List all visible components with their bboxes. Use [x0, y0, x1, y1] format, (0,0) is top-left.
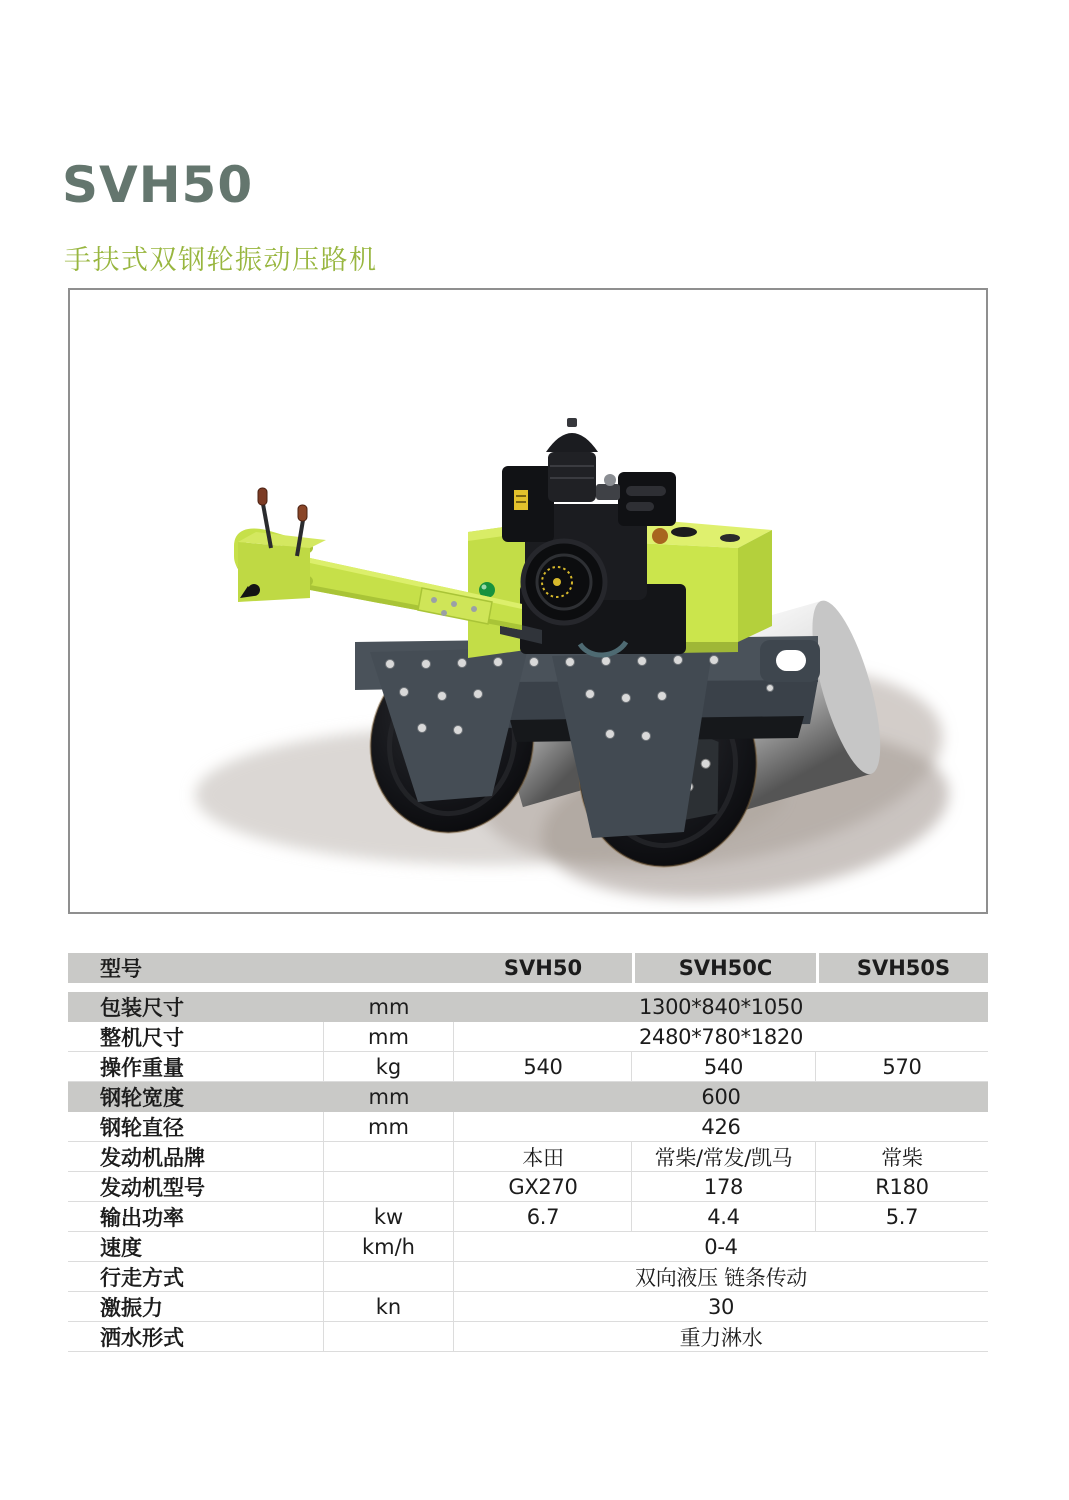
spec-unit: km/h [324, 1232, 454, 1261]
spec-unit [324, 1262, 454, 1291]
spec-value: 570 [815, 1052, 988, 1081]
product-photo-roller [70, 290, 986, 912]
spec-value: 5.7 [815, 1202, 988, 1231]
spec-label: 速度 [68, 1232, 324, 1261]
spec-value: 常柴/常发/凯马 [631, 1142, 815, 1171]
spec-header-row [68, 953, 988, 983]
spec-label: 钢轮宽度 [100, 1086, 184, 1110]
spec-header-model-1: SVH50 [503, 956, 583, 980]
spec-value: 178 [631, 1172, 815, 1201]
spec-unit: mm [368, 1085, 410, 1109]
spec-value: 4.4 [631, 1202, 815, 1231]
spec-unit: kg [324, 1052, 454, 1081]
page-subtitle: 手扶式双钢轮振动压路机 [64, 245, 378, 276]
spec-label: 发动机品牌 [68, 1142, 324, 1171]
spec-label: 包装尺寸 [100, 996, 184, 1020]
spec-unit: mm [324, 1112, 454, 1141]
spec-row-engine-model [68, 1172, 988, 1202]
spec-row-engine-brand [68, 1142, 988, 1172]
spec-unit: kw [324, 1202, 454, 1231]
spec-row-packing-size [68, 992, 988, 1022]
spec-value: 6.7 [526, 1204, 560, 1229]
spec-value: 540 [523, 1054, 563, 1079]
spec-value: 双向液压 链条传动 [635, 1265, 807, 1290]
spec-value: 426 [701, 1114, 741, 1139]
spec-unit: kn [324, 1292, 454, 1321]
spec-value: 30 [707, 1294, 735, 1319]
spec-row-speed [68, 1232, 988, 1262]
spec-row-exciting-force [68, 1292, 988, 1322]
spec-value: GX270 [508, 1174, 578, 1199]
spec-value: 2480*780*1820 [638, 1024, 804, 1049]
page-title: SVH50 [62, 156, 254, 214]
spec-unit [324, 1172, 454, 1201]
spec-table [68, 953, 988, 1352]
spec-label: 激振力 [68, 1292, 324, 1321]
spec-value: 常柴 [815, 1142, 988, 1171]
spec-value: 540 [631, 1052, 815, 1081]
spec-row-overall-size [68, 1022, 988, 1052]
spec-label: 操作重量 [68, 1052, 324, 1081]
spec-unit [324, 1142, 454, 1171]
spec-label: 洒水形式 [68, 1322, 324, 1351]
spec-unit: mm [324, 1022, 454, 1051]
spec-header-model-3: SVH50S [816, 953, 988, 983]
spec-row-drum-width [68, 1082, 988, 1112]
spec-label: 发动机型号 [68, 1172, 324, 1201]
spec-value: 600 [701, 1085, 741, 1109]
spec-label: 钢轮直径 [68, 1112, 324, 1141]
spec-row-output-power [68, 1202, 988, 1232]
spec-label: 行走方式 [68, 1262, 324, 1291]
spec-label: 输出功率 [68, 1202, 324, 1231]
spec-unit: mm [368, 995, 410, 1019]
spec-value: 0-4 [704, 1234, 738, 1259]
spec-value: 1300*840*1050 [638, 995, 804, 1019]
spec-value: 本田 [522, 1145, 564, 1170]
spec-header-label: 型号 [100, 957, 142, 981]
spec-row-drum-diameter [68, 1112, 988, 1142]
spec-value: R180 [815, 1172, 988, 1201]
product-image-frame [68, 288, 988, 914]
spec-row-travel-mode [68, 1262, 988, 1292]
spec-unit [324, 1322, 454, 1351]
spec-label: 整机尺寸 [68, 1022, 324, 1051]
spec-value: 重力淋水 [679, 1325, 763, 1350]
spec-row-sprinkling-type [68, 1322, 988, 1352]
engine [502, 418, 686, 655]
spec-row-operating-weight [68, 1052, 988, 1082]
spec-header-model-2: SVH50C [632, 953, 816, 983]
